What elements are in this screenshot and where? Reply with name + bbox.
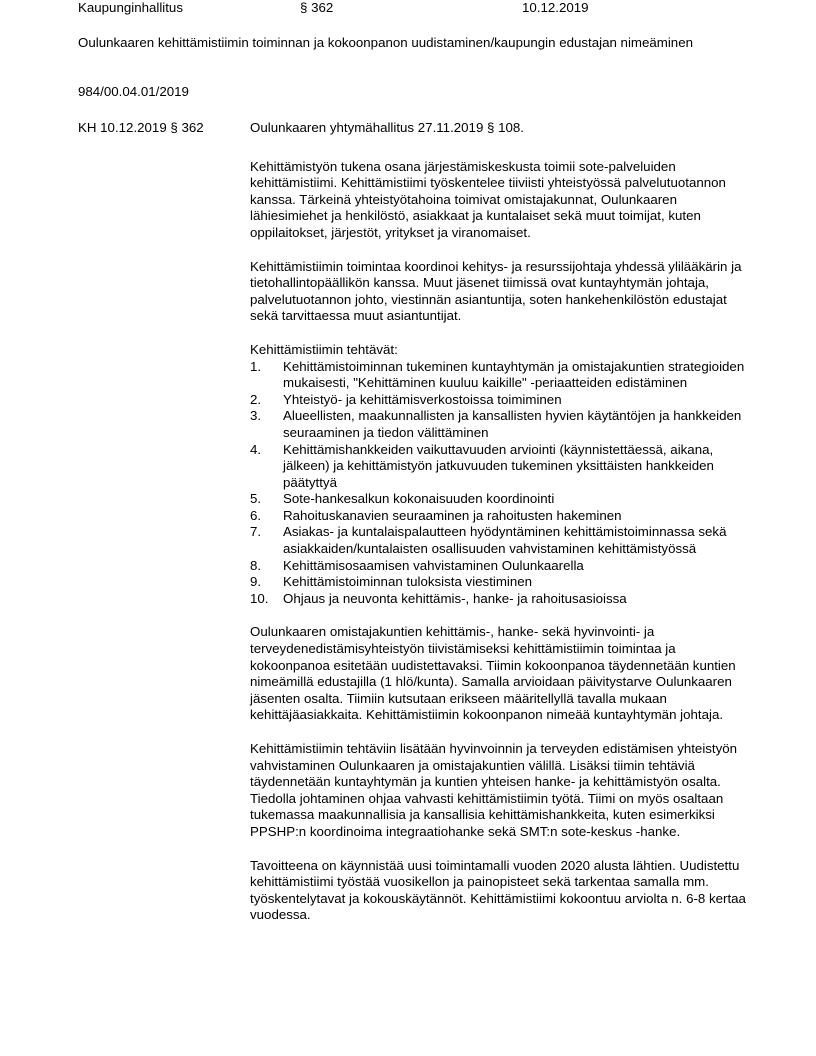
list-item-text: Yhteistyö- ja kehittämisverkostoissa toimiminen: [283, 391, 562, 407]
document-number: 984/00.04.01/2019: [78, 84, 189, 99]
list-item: [250, 392, 750, 409]
list-item-number: 9.: [250, 574, 262, 590]
list-item-number: 1.: [250, 358, 262, 374]
header-date: 10.12.2019: [522, 0, 589, 15]
list-item-text: Kehittämistoiminnan tukeminen kuntayhtymän ja omistajakuntien strategioiden mukaisesti, "Kehittäminen kuuluu kaikille" -periaatteiden edistäminen: [283, 358, 745, 391]
tasks-heading: Kehittämistiimin tehtävät:: [250, 341, 398, 357]
paragraph-5: Tavoitteena on käynnistää uusi toimintamalli vuoden 2020 alusta lähtien. Uudistettu kehittämistiimi työstää vuosikellon ja painopisteet sekä tarkentaa samalla mm. työskentelytavat ja kokouskäytännöt. Kehittämistiimi kokoontuu arviolta n. 6-8 kertaa vuodessa.: [250, 857, 746, 923]
paragraph-3: Oulunkaaren omistajakuntien kehittämis-, hanke- sekä hyvinvointi- ja terveydenedistämisyhteistyön tiivistämiseksi kehittämistiimin toimintaa ja kokoonpanoa esitetään uudistettavaksi. Tiimin kokoonpanoa täydennetään kuntien nimeämillä edustajilla (1 hlö/kunta). Samalla arvioidaan päivitystarve Oulunkaaren jäsenten osalta. Tiimiin kutsutaan erikseen määritellyllä tavalla mukaan kehittäjäasiakkaita. Kehittämistiimin kokoonpanon nimeää kuntayhtymän johtaja.: [250, 624, 736, 723]
list-item-text: Kehittämistoiminnan tuloksista viestiminen: [283, 574, 533, 590]
paragraph-1: Kehittämistyön tukena osana järjestämiskeskusta toimii sote-palveluiden kehittämistiimi. Kehittämistiimi työskentelee tiiviisti yhteistyössä palvelutuotannon kanssa. Tärkeinä yhteistyötahoina toimivat omistajakunnat, Oulunkaaren lähiesimiehet ja henkilöstö, asiakkaat ja kuntalaiset sekä muut toimijat, kuten oppilaitokset, järjestöt, yritykset ja viranomaiset.: [250, 158, 726, 240]
tasks-list: [250, 359, 750, 608]
list-item-text: Kehittämisosaamisen vahvistaminen Oulunkaarella: [283, 557, 584, 573]
list-item-number: 5.: [250, 491, 262, 507]
list-item: [250, 524, 750, 557]
list-item: [250, 508, 750, 525]
list-item-number: 4.: [250, 441, 262, 457]
intro-line: Oulunkaaren yhtymähallitus 27.11.2019 § 108.: [250, 120, 525, 135]
paragraph-4: Kehittämistiimin tehtäviin lisätään hyvinvoinnin ja terveyden edistämisen yhteistyön vahvistaminen Oulunkaaren ja omistajakuntien välillä. Lisäksi tiimin tehtäviä täydennetään kuntayhtymän ja kuntien yhteisen hanke- ja kehittämistyön osalta. Tiedolla johtaminen ohjaa vahvasti kehittämistiimin työtä. Tiimi on myös osaltaan tukemassa maakunnallisia ja kansallisia kehittämishankkeita, kuten esimerkiksi PPSHP:n koordinoima integraatiohanke sekä SMT:n sote-keskus -hanke.: [250, 741, 738, 839]
list-item-text: Sote-hankesalkun kokonaisuuden koordinointi: [283, 491, 555, 507]
kh-reference: KH 10.12.2019 § 362: [78, 120, 204, 135]
list-item-number: 6.: [250, 507, 262, 523]
list-item: [250, 442, 750, 492]
list-item-number: 7.: [250, 524, 262, 540]
list-item: [250, 359, 750, 392]
body-text-column: [250, 120, 750, 924]
list-item-text: Rahoituskanavien seuraaminen ja rahoitusten hakeminen: [283, 507, 622, 523]
list-item-number: 3.: [250, 408, 262, 424]
list-item: [250, 408, 750, 441]
list-item-text: Asiakas- ja kuntalaispalautteen hyödyntäminen kehittämistoiminnassa sekä asiakkaiden/kuntalaisten osallisuuden vahvistaminen kehittämistyössä: [283, 524, 727, 557]
header-organization: Kaupunginhallitus: [78, 0, 183, 15]
header-section-number: § 362: [300, 0, 334, 15]
list-item: [250, 591, 750, 608]
list-item-number: 8.: [250, 557, 262, 573]
document-title: Oulunkaaren kehittämistiimin toiminnan ja kokoonpanon uudistaminen/kaupungin edustajan nimeäminen: [78, 35, 693, 50]
list-item-text: Alueellisten, maakunnallisten ja kansallisten hyvien käytäntöjen ja hankkeiden seuraaminen ja tiedon välittäminen: [283, 408, 742, 440]
list-item: [250, 574, 750, 591]
paragraph-2: Kehittämistiimin toimintaa koordinoi kehitys- ja resurssijohtaja yhdessä ylilääkärin ja tietohallintopäällikön kanssa. Muut jäsenet tiimissä ovat kuntayhtymän johtaja, palvelutuotannon johto, viestinnän asiantuntija, soten hankehenkilöstön edustajat sekä tarvittaessa muut asiantuntijat.: [250, 258, 742, 324]
list-item: [250, 558, 750, 575]
list-item-number: 2.: [250, 391, 262, 407]
list-item-number: 10.: [250, 590, 269, 606]
list-item-text: Ohjaus ja neuvonta kehittämis-, hanke- ja rahoitusasioissa: [283, 590, 627, 606]
list-item-text: Kehittämishankkeiden vaikuttavuuden arviointi (käynnistettäessä, aikana, jälkeen) ja kehittämistyön jatkuvuuden tukeminen yksittäisten hankkeiden päätyttyä: [283, 441, 714, 490]
list-item: [250, 491, 750, 508]
